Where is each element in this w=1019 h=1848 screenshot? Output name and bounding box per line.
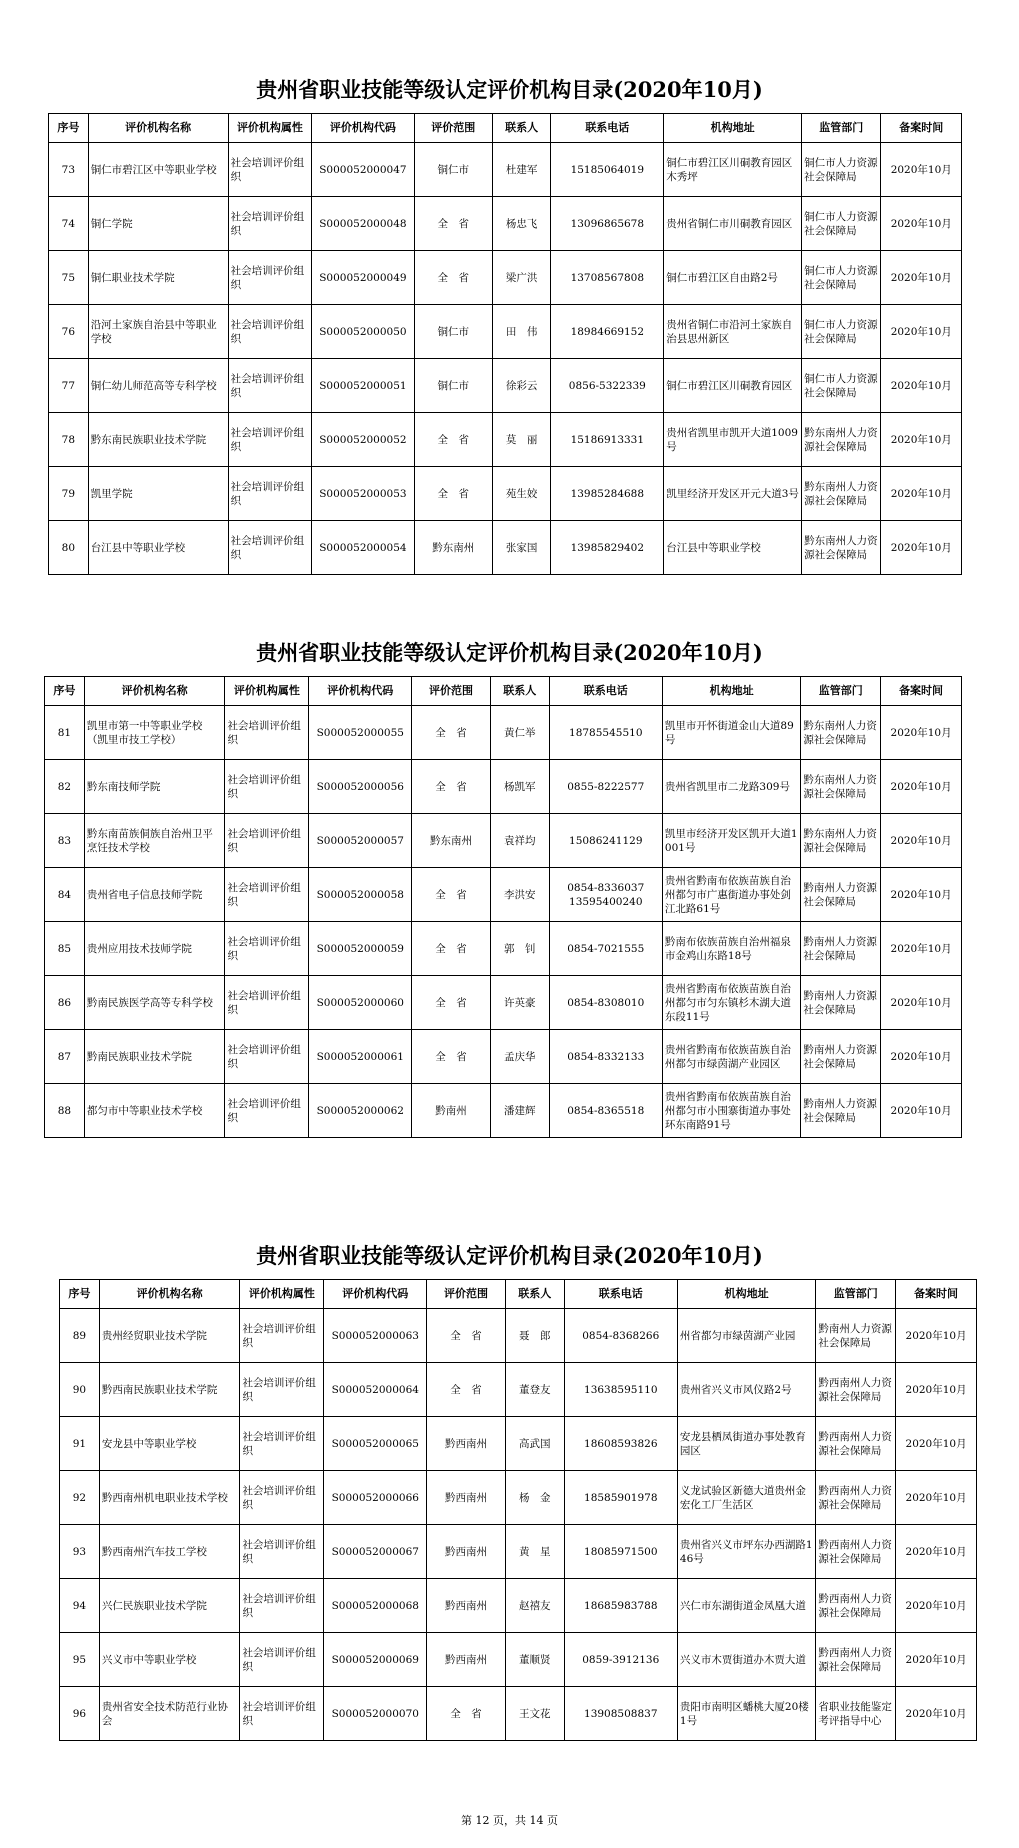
row-number-cell: 96: [60, 1687, 100, 1741]
supervising-dept-cell: 黔西南州人力资源社会保障局: [816, 1471, 896, 1525]
institution-code-cell: S000052000059: [309, 922, 412, 976]
row-number-cell: 74: [49, 197, 89, 251]
contact-phone-cell: 13096865678: [551, 197, 664, 251]
supervising-dept-cell: 黔南州人力资源社会保障局: [801, 1084, 881, 1138]
column-header-row-number: 序号: [49, 114, 89, 143]
institution-name-cell: 铜仁职业技术学院: [88, 251, 228, 305]
filing-date-cell: 2020年10月: [881, 1084, 962, 1138]
scope-cell: 全 省: [412, 1030, 491, 1084]
supervising-dept-cell: 黔东南州人力资源社会保障局: [801, 760, 881, 814]
institution-type-cell: 社会培训评价组织: [228, 521, 312, 575]
institution-type-cell: 社会培训评价组织: [228, 143, 312, 197]
supervising-dept-cell: 黔西南州人力资源社会保障局: [816, 1417, 896, 1471]
institution-code-cell: S000052000058: [309, 868, 412, 922]
filing-date-cell: 2020年10月: [881, 760, 962, 814]
filing-date-cell: 2020年10月: [881, 143, 962, 197]
row-number-cell: 73: [49, 143, 89, 197]
column-header-contact-person: 联系人: [505, 1280, 564, 1309]
supervising-dept-cell: 铜仁市人力资源社会保障局: [802, 143, 881, 197]
scope-cell: 全 省: [414, 413, 492, 467]
row-number-cell: 80: [49, 521, 89, 575]
institution-address-cell: 兴仁市东湖街道金凤凰大道: [677, 1579, 815, 1633]
column-header-supervising-dept: 监管部门: [801, 677, 881, 706]
contact-person-cell: 杨 金: [505, 1471, 564, 1525]
contact-phone-cell: 0854-8332133: [549, 1030, 662, 1084]
institution-code-cell: S000052000047: [312, 143, 414, 197]
section-title: 贵州省职业技能等级认定评价机构目录(2020年10月): [256, 1243, 763, 1268]
institution-address-cell: 贵州省黔南布依族苗族自治州都匀市广惠街道办事处剑江北路61号: [662, 868, 800, 922]
institution-type-cell: 社会培训评价组织: [225, 922, 309, 976]
filing-date-cell: 2020年10月: [881, 521, 962, 575]
institution-type-cell: 社会培训评价组织: [225, 976, 309, 1030]
contact-person-cell: 董顺贤: [505, 1633, 564, 1687]
institution-type-cell: 社会培训评价组织: [225, 706, 309, 760]
institution-name-cell: 贵州应用技术技师学院: [84, 922, 225, 976]
institution-name-cell: 黔东南技师学院: [84, 760, 225, 814]
institution-name-cell: 黔西南民族职业技术学院: [99, 1363, 240, 1417]
institution-name-cell: 黔东南苗族侗族自治州卫平烹饪技术学校: [84, 814, 225, 868]
supervising-dept-cell: 黔南州人力资源社会保障局: [801, 1030, 881, 1084]
filing-date-cell: 2020年10月: [881, 197, 962, 251]
institution-code-cell: S000052000061: [309, 1030, 412, 1084]
supervising-dept-cell: 黔东南州人力资源社会保障局: [802, 413, 881, 467]
institution-code-cell: S000052000054: [312, 521, 414, 575]
contact-person-cell: 田 伟: [492, 305, 550, 359]
institution-type-cell: 社会培训评价组织: [225, 1030, 309, 1084]
scope-cell: 全 省: [414, 197, 492, 251]
contact-phone-cell: 0854-8365518: [549, 1084, 662, 1138]
institution-name-cell: 黔西南州汽车技工学校: [99, 1525, 240, 1579]
row-number-cell: 86: [45, 976, 85, 1030]
institution-address-cell: 贵州省兴义市风仪路2号: [677, 1363, 815, 1417]
institution-name-cell: 沿河土家族自治县中等职业学校: [88, 305, 228, 359]
institution-name-cell: 兴仁民族职业技术学院: [99, 1579, 240, 1633]
institution-type-cell: 社会培训评价组织: [240, 1471, 324, 1525]
institution-type-cell: 社会培训评价组织: [228, 251, 312, 305]
filing-date-cell: 2020年10月: [896, 1309, 977, 1363]
section-title: 贵州省职业技能等级认定评价机构目录(2020年10月): [256, 640, 763, 665]
supervising-dept-cell: 黔南州人力资源社会保障局: [801, 976, 881, 1030]
scope-cell: 全 省: [412, 922, 491, 976]
institution-code-cell: S000052000055: [309, 706, 412, 760]
row-number-cell: 77: [49, 359, 89, 413]
filing-date-cell: 2020年10月: [896, 1525, 977, 1579]
row-number-cell: 93: [60, 1525, 100, 1579]
table-row: [60, 1579, 977, 1633]
institution-code-cell: S000052000049: [312, 251, 414, 305]
institution-type-cell: 社会培训评价组织: [240, 1363, 324, 1417]
institution-type-cell: 社会培训评价组织: [228, 413, 312, 467]
column-header-institution-code: 评价机构代码: [324, 1280, 427, 1309]
table-row: [60, 1525, 977, 1579]
institution-code-cell: S000052000057: [309, 814, 412, 868]
institution-name-cell: 黔南民族医学高等专科学校: [84, 976, 225, 1030]
institution-type-cell: 社会培训评价组织: [225, 760, 309, 814]
column-header-row-number: 序号: [45, 677, 85, 706]
scope-cell: 全 省: [412, 868, 491, 922]
supervising-dept-cell: 黔东南州人力资源社会保障局: [802, 521, 881, 575]
contact-person-cell: 聂 郎: [505, 1309, 564, 1363]
filing-date-cell: 2020年10月: [896, 1633, 977, 1687]
table-row: [60, 1633, 977, 1687]
institution-type-cell: 社会培训评价组织: [228, 197, 312, 251]
row-number-cell: 84: [45, 868, 85, 922]
row-number-cell: 81: [45, 706, 85, 760]
institution-type-cell: 社会培训评价组织: [228, 359, 312, 413]
scope-cell: 黔西南州: [427, 1633, 506, 1687]
supervising-dept-cell: 黔东南州人力资源社会保障局: [802, 467, 881, 521]
column-header-institution-address: 机构地址: [662, 677, 800, 706]
contact-person-cell: 许英豪: [490, 976, 549, 1030]
column-header-contact-phone: 联系电话: [551, 114, 664, 143]
institution-name-cell: 台江县中等职业学校: [88, 521, 228, 575]
contact-phone-cell: 13638595110: [564, 1363, 677, 1417]
filing-date-cell: 2020年10月: [881, 976, 962, 1030]
column-header-contact-person: 联系人: [490, 677, 549, 706]
institution-name-cell: 兴义市中等职业学校: [99, 1633, 240, 1687]
scope-cell: 铜仁市: [414, 143, 492, 197]
row-number-cell: 89: [60, 1309, 100, 1363]
institution-code-cell: S000052000065: [324, 1417, 427, 1471]
column-header-institution-type: 评价机构属性: [225, 677, 309, 706]
institution-address-cell: 贵阳市南明区蟠桃大厦20楼1号: [677, 1687, 815, 1741]
institution-address-cell: 铜仁市碧江区自由路2号: [664, 251, 802, 305]
contact-person-cell: 杨忠飞: [492, 197, 550, 251]
column-header-contact-phone: 联系电话: [564, 1280, 677, 1309]
filing-date-cell: 2020年10月: [896, 1363, 977, 1417]
institution-name-cell: 黔南民族职业技术学院: [84, 1030, 225, 1084]
institution-address-cell: 贵州省铜仁市沿河土家族自治县思州新区: [664, 305, 802, 359]
institution-type-cell: 社会培训评价组织: [240, 1525, 324, 1579]
institution-address-cell: 贵州省黔南布依族苗族自治州都匀市小围寨街道办事处环东南路91号: [662, 1084, 800, 1138]
institution-name-cell: 都匀市中等职业技术学校: [84, 1084, 225, 1138]
institution-address-cell: 贵州省铜仁市川硐教育园区: [664, 197, 802, 251]
directory-table: [59, 1279, 977, 1741]
contact-phone-cell: 18585901978: [564, 1471, 677, 1525]
row-number-cell: 75: [49, 251, 89, 305]
institution-code-cell: S000052000060: [309, 976, 412, 1030]
supervising-dept-cell: 黔西南州人力资源社会保障局: [816, 1363, 896, 1417]
scope-cell: 全 省: [412, 976, 491, 1030]
institution-name-cell: 贵州省电子信息技师学院: [84, 868, 225, 922]
scope-cell: 全 省: [414, 251, 492, 305]
page-footer: 第 12 页，共 14 页: [461, 1814, 558, 1827]
institution-type-cell: 社会培训评价组织: [240, 1633, 324, 1687]
column-header-supervising-dept: 监管部门: [816, 1280, 896, 1309]
supervising-dept-cell: 黔西南州人力资源社会保障局: [816, 1525, 896, 1579]
institution-code-cell: S000052000067: [324, 1525, 427, 1579]
institution-name-cell: 安龙县中等职业学校: [99, 1417, 240, 1471]
row-number-cell: 78: [49, 413, 89, 467]
contact-phone-cell: 13708567808: [551, 251, 664, 305]
filing-date-cell: 2020年10月: [881, 814, 962, 868]
contact-phone-cell: 18608593826: [564, 1417, 677, 1471]
column-header-institution-type: 评价机构属性: [228, 114, 312, 143]
institution-name-cell: 凯里市第一中等职业学校（凯里市技工学校）: [84, 706, 225, 760]
column-header-contact-person: 联系人: [492, 114, 550, 143]
row-number-cell: 88: [45, 1084, 85, 1138]
contact-phone-cell: 0854-8368266: [564, 1309, 677, 1363]
contact-phone-cell: 0854-8336037 13595400240: [549, 868, 662, 922]
contact-phone-cell: 18685983788: [564, 1579, 677, 1633]
institution-type-cell: 社会培训评价组织: [240, 1309, 324, 1363]
supervising-dept-cell: 铜仁市人力资源社会保障局: [802, 359, 881, 413]
institution-name-cell: 铜仁市碧江区中等职业学校: [88, 143, 228, 197]
supervising-dept-cell: 省职业技能鉴定考评指导中心: [816, 1687, 896, 1741]
contact-person-cell: 杨凯军: [490, 760, 549, 814]
institution-code-cell: S000052000070: [324, 1687, 427, 1741]
institution-address-cell: 台江县中等职业学校: [664, 521, 802, 575]
table-row: [60, 1471, 977, 1525]
institution-type-cell: 社会培训评价组织: [240, 1687, 324, 1741]
institution-code-cell: S000052000048: [312, 197, 414, 251]
contact-person-cell: 袁祥均: [490, 814, 549, 868]
column-header-institution-code: 评价机构代码: [312, 114, 414, 143]
scope-cell: 黔东南州: [412, 814, 491, 868]
table-row: [60, 1687, 977, 1741]
institution-name-cell: 黔西南州机电职业技术学校: [99, 1471, 240, 1525]
contact-person-cell: 黄仁举: [490, 706, 549, 760]
table-row: [60, 1363, 977, 1417]
institution-address-cell: 凯里经济开发区开元大道3号: [664, 467, 802, 521]
institution-name-cell: 凯里学院: [88, 467, 228, 521]
filing-date-cell: 2020年10月: [881, 413, 962, 467]
institution-address-cell: 贵州省黔南布依族苗族自治州都匀市匀东镇杉木湖大道东段11号: [662, 976, 800, 1030]
institution-code-cell: S000052000069: [324, 1633, 427, 1687]
institution-code-cell: S000052000050: [312, 305, 414, 359]
scope-cell: 全 省: [427, 1309, 506, 1363]
row-number-cell: 95: [60, 1633, 100, 1687]
supervising-dept-cell: 黔东南州人力资源社会保障局: [801, 706, 881, 760]
filing-date-cell: 2020年10月: [881, 359, 962, 413]
institution-address-cell: 贵州省黔南布依族苗族自治州都匀市绿茵湖产业园区: [662, 1030, 800, 1084]
contact-person-cell: 杜建军: [492, 143, 550, 197]
institution-name-cell: 铜仁幼儿师范高等专科学校: [88, 359, 228, 413]
institution-code-cell: S000052000051: [312, 359, 414, 413]
contact-person-cell: 黄 星: [505, 1525, 564, 1579]
institution-code-cell: S000052000064: [324, 1363, 427, 1417]
institution-address-cell: 铜仁市碧江区川硐教育园区: [664, 359, 802, 413]
filing-date-cell: 2020年10月: [881, 868, 962, 922]
institution-code-cell: S000052000052: [312, 413, 414, 467]
table-row: [60, 1417, 977, 1471]
institution-code-cell: S000052000063: [324, 1309, 427, 1363]
contact-phone-cell: 15086241129: [549, 814, 662, 868]
table-header-row: [60, 1280, 977, 1309]
scope-cell: 全 省: [412, 706, 491, 760]
contact-person-cell: 王文花: [505, 1687, 564, 1741]
scope-cell: 全 省: [427, 1363, 506, 1417]
institution-type-cell: 社会培训评价组织: [225, 1084, 309, 1138]
institution-code-cell: S000052000062: [309, 1084, 412, 1138]
column-header-institution-address: 机构地址: [677, 1280, 815, 1309]
filing-date-cell: 2020年10月: [896, 1579, 977, 1633]
column-header-filing-date: 备案时间: [881, 114, 962, 143]
contact-person-cell: 梁广洪: [492, 251, 550, 305]
supervising-dept-cell: 铜仁市人力资源社会保障局: [802, 197, 881, 251]
institution-code-cell: S000052000066: [324, 1471, 427, 1525]
row-number-cell: 90: [60, 1363, 100, 1417]
column-header-filing-date: 备案时间: [881, 677, 962, 706]
column-header-institution-name: 评价机构名称: [84, 677, 225, 706]
column-header-scope: 评价范围: [427, 1280, 506, 1309]
institution-name-cell: 黔东南民族职业技术学院: [88, 413, 228, 467]
contact-person-cell: 潘建辉: [490, 1084, 549, 1138]
contact-person-cell: 郭 钊: [490, 922, 549, 976]
institution-type-cell: 社会培训评价组织: [228, 467, 312, 521]
institution-code-cell: S000052000056: [309, 760, 412, 814]
column-header-institution-name: 评价机构名称: [99, 1280, 240, 1309]
column-header-row-number: 序号: [60, 1280, 100, 1309]
column-header-contact-phone: 联系电话: [549, 677, 662, 706]
contact-person-cell: 赵禧友: [505, 1579, 564, 1633]
scope-cell: 全 省: [412, 760, 491, 814]
row-number-cell: 87: [45, 1030, 85, 1084]
filing-date-cell: 2020年10月: [881, 706, 962, 760]
contact-person-cell: 张家国: [492, 521, 550, 575]
row-number-cell: 76: [49, 305, 89, 359]
institution-address-cell: 义龙试验区新德大道贵州金宏化工厂生活区: [677, 1471, 815, 1525]
row-number-cell: 83: [45, 814, 85, 868]
contact-phone-cell: 15185064019: [551, 143, 664, 197]
institution-code-cell: S000052000068: [324, 1579, 427, 1633]
institution-type-cell: 社会培训评价组织: [225, 814, 309, 868]
scope-cell: 黔东南州: [414, 521, 492, 575]
institution-address-cell: 黔南布依族苗族自治州福泉市金鸡山东路18号: [662, 922, 800, 976]
institution-type-cell: 社会培训评价组织: [240, 1579, 324, 1633]
filing-date-cell: 2020年10月: [896, 1687, 977, 1741]
row-number-cell: 92: [60, 1471, 100, 1525]
institution-code-cell: S000052000053: [312, 467, 414, 521]
scope-cell: 铜仁市: [414, 305, 492, 359]
contact-phone-cell: 0854-8308010: [549, 976, 662, 1030]
institution-address-cell: 凯里市经济开发区凯开大道1001号: [662, 814, 800, 868]
contact-phone-cell: 0859-3912136: [564, 1633, 677, 1687]
institution-address-cell: 兴义市木贾街道办木贾大道: [677, 1633, 815, 1687]
scope-cell: 黔西南州: [427, 1525, 506, 1579]
contact-person-cell: 莫 丽: [492, 413, 550, 467]
contact-person-cell: 高武国: [505, 1417, 564, 1471]
institution-address-cell: 贵州省兴义市坪东办西湖路146号: [677, 1525, 815, 1579]
contact-phone-cell: 13985829402: [551, 521, 664, 575]
contact-phone-cell: 0854-7021555: [549, 922, 662, 976]
institution-address-cell: 贵州省凯里市凯开大道1009号: [664, 413, 802, 467]
row-number-cell: 91: [60, 1417, 100, 1471]
filing-date-cell: 2020年10月: [881, 305, 962, 359]
row-number-cell: 79: [49, 467, 89, 521]
institution-address-cell: 安龙县栖凤街道办事处教育园区: [677, 1417, 815, 1471]
institution-address-cell: 贵州省凯里市二龙路309号: [662, 760, 800, 814]
supervising-dept-cell: 黔西南州人力资源社会保障局: [816, 1579, 896, 1633]
column-header-scope: 评价范围: [414, 114, 492, 143]
institution-name-cell: 贵州省安全技术防范行业协会: [99, 1687, 240, 1741]
contact-person-cell: 李洪安: [490, 868, 549, 922]
institution-type-cell: 社会培训评价组织: [228, 305, 312, 359]
scope-cell: 铜仁市: [414, 359, 492, 413]
institution-type-cell: 社会培训评价组织: [225, 868, 309, 922]
contact-phone-cell: 0855-8222577: [549, 760, 662, 814]
scope-cell: 黔西南州: [427, 1471, 506, 1525]
column-header-institution-code: 评价机构代码: [309, 677, 412, 706]
institution-name-cell: 贵州经贸职业技术学院: [99, 1309, 240, 1363]
filing-date-cell: 2020年10月: [896, 1417, 977, 1471]
column-header-institution-name: 评价机构名称: [88, 114, 228, 143]
column-header-institution-type: 评价机构属性: [240, 1280, 324, 1309]
institution-address-cell: 州省都匀市绿茵湖产业园: [677, 1309, 815, 1363]
scope-cell: 全 省: [414, 467, 492, 521]
column-header-supervising-dept: 监管部门: [802, 114, 881, 143]
filing-date-cell: 2020年10月: [896, 1471, 977, 1525]
filing-date-cell: 2020年10月: [881, 1030, 962, 1084]
institution-address-cell: 铜仁市碧江区川硐教育园区木秀坪: [664, 143, 802, 197]
scope-cell: 黔西南州: [427, 1579, 506, 1633]
filing-date-cell: 2020年10月: [881, 467, 962, 521]
supervising-dept-cell: 黔西南州人力资源社会保障局: [816, 1633, 896, 1687]
contact-person-cell: 苑生姣: [492, 467, 550, 521]
filing-date-cell: 2020年10月: [881, 251, 962, 305]
contact-person-cell: 徐彩云: [492, 359, 550, 413]
supervising-dept-cell: 黔东南州人力资源社会保障局: [801, 814, 881, 868]
supervising-dept-cell: 铜仁市人力资源社会保障局: [802, 305, 881, 359]
row-number-cell: 94: [60, 1579, 100, 1633]
institution-address-cell: 凯里市开怀街道金山大道89号: [662, 706, 800, 760]
contact-person-cell: 孟庆华: [490, 1030, 549, 1084]
supervising-dept-cell: 黔南州人力资源社会保障局: [816, 1309, 896, 1363]
row-number-cell: 82: [45, 760, 85, 814]
supervising-dept-cell: 铜仁市人力资源社会保障局: [802, 251, 881, 305]
contact-phone-cell: 13985284688: [551, 467, 664, 521]
section-title: 贵州省职业技能等级认定评价机构目录(2020年10月): [256, 77, 763, 102]
institution-name-cell: 铜仁学院: [88, 197, 228, 251]
column-header-filing-date: 备案时间: [896, 1280, 977, 1309]
column-header-scope: 评价范围: [412, 677, 491, 706]
institution-type-cell: 社会培训评价组织: [240, 1417, 324, 1471]
table-row: [60, 1309, 977, 1363]
scope-cell: 黔西南州: [427, 1417, 506, 1471]
contact-phone-cell: 13908508837: [564, 1687, 677, 1741]
row-number-cell: 85: [45, 922, 85, 976]
supervising-dept-cell: 黔南州人力资源社会保障局: [801, 922, 881, 976]
scope-cell: 全 省: [427, 1687, 506, 1741]
column-header-institution-address: 机构地址: [664, 114, 802, 143]
contact-phone-cell: 18085971500: [564, 1525, 677, 1579]
contact-phone-cell: 18785545510: [549, 706, 662, 760]
filing-date-cell: 2020年10月: [881, 922, 962, 976]
supervising-dept-cell: 黔南州人力资源社会保障局: [801, 868, 881, 922]
contact-phone-cell: 0856-5322339: [551, 359, 664, 413]
scope-cell: 黔南州: [412, 1084, 491, 1138]
contact-person-cell: 董登友: [505, 1363, 564, 1417]
contact-phone-cell: 18984669152: [551, 305, 664, 359]
contact-phone-cell: 15186913331: [551, 413, 664, 467]
